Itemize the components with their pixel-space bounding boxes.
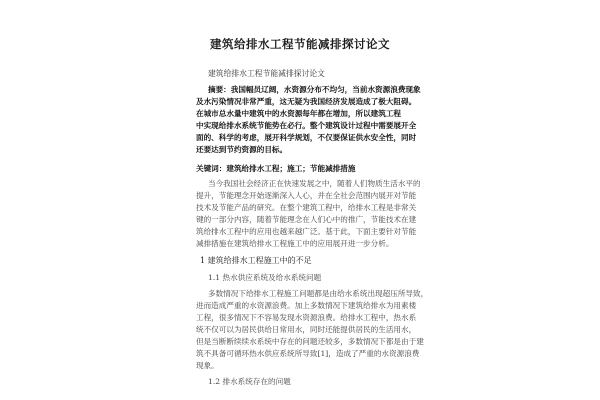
paragraph-line: 但是当断断续续水系统中存在的问题还较多，多数情况下都是由于建: [196, 337, 424, 346]
abstract-line: 在城市总水量中建筑中的水资源每年都在增加，所以建筑工程: [196, 109, 402, 118]
abstract-line: 中实现给排水系统节能势在必行。整个建筑设计过程中需要展开全: [196, 121, 417, 130]
paragraph-line: 多数情况下给排水工程施工问题都是由给水系统出现超压所导致，: [208, 289, 429, 298]
paragraph-line: 进而造成严重的水资源浪费。加上多数情况下建筑给排水为用素楼: [196, 301, 417, 310]
section-heading: 1 建筑给排水工程施工中的不足: [200, 256, 312, 265]
paragraph-line: 技术及节能产品的研究。在整个建筑工程中，给排水工程是非常关: [196, 203, 417, 212]
abstract-line: 面的、科学的考虑，展开科学规划，不仅要保证供水安全性，同时: [196, 133, 417, 142]
paragraph-line: 筑给排水工程中的应用也越来越广泛。基于此，下面主要针对节能: [196, 227, 417, 236]
abstract-line: 摘要：我国幅员辽阔，水资源分布不均匀，当前水资源浪费现象: [208, 85, 421, 94]
paragraph-line: 统不仅可以为居民供给日常用水，同时还能提供居民的生活用水，: [196, 325, 417, 334]
document-subtitle: 建筑给排水工程节能减排探讨论文: [208, 69, 325, 78]
abstract-line: 还要达到节约资源的目标。: [196, 145, 288, 154]
paragraph-line: 工程，很多情况下不容易发现水资源浪费。给排水工程中，热水系: [196, 313, 417, 322]
subsection-heading: 1.2 排水系统存在的问题: [208, 377, 291, 386]
document-title: 建筑给排水工程节能减排探讨论文: [210, 37, 390, 51]
paragraph-line: 当今我国社会经济正在快速发展之中，随着人们物质生活水平的: [208, 179, 421, 188]
abstract-line: 及水污染情况非常严重，这无疑为我国经济发展造成了极大阻碍。: [196, 97, 417, 106]
paragraph-line: 减排措施在建筑给排水工程施工中的应用展开进一步分析。: [196, 239, 394, 248]
paragraph-line: 键的一部分内容，随着节能理念在人们心中的推广，节能技术在建: [196, 215, 417, 224]
subsection-heading: 1.1 热水供应系统及给水系统问题: [208, 273, 322, 282]
paragraph-line: 现象。: [196, 361, 219, 370]
keywords-line: 关键词：建筑给排水工程；施工；节能减排措施: [196, 164, 356, 173]
paragraph-line: 提升，节能理念开始逐渐深入人心，并在全社会范围内展开对节能: [196, 191, 417, 200]
paragraph-line: 筑不具备可循环热水供应系统所导致[1]，造成了严重的水资源浪费: [196, 349, 420, 358]
